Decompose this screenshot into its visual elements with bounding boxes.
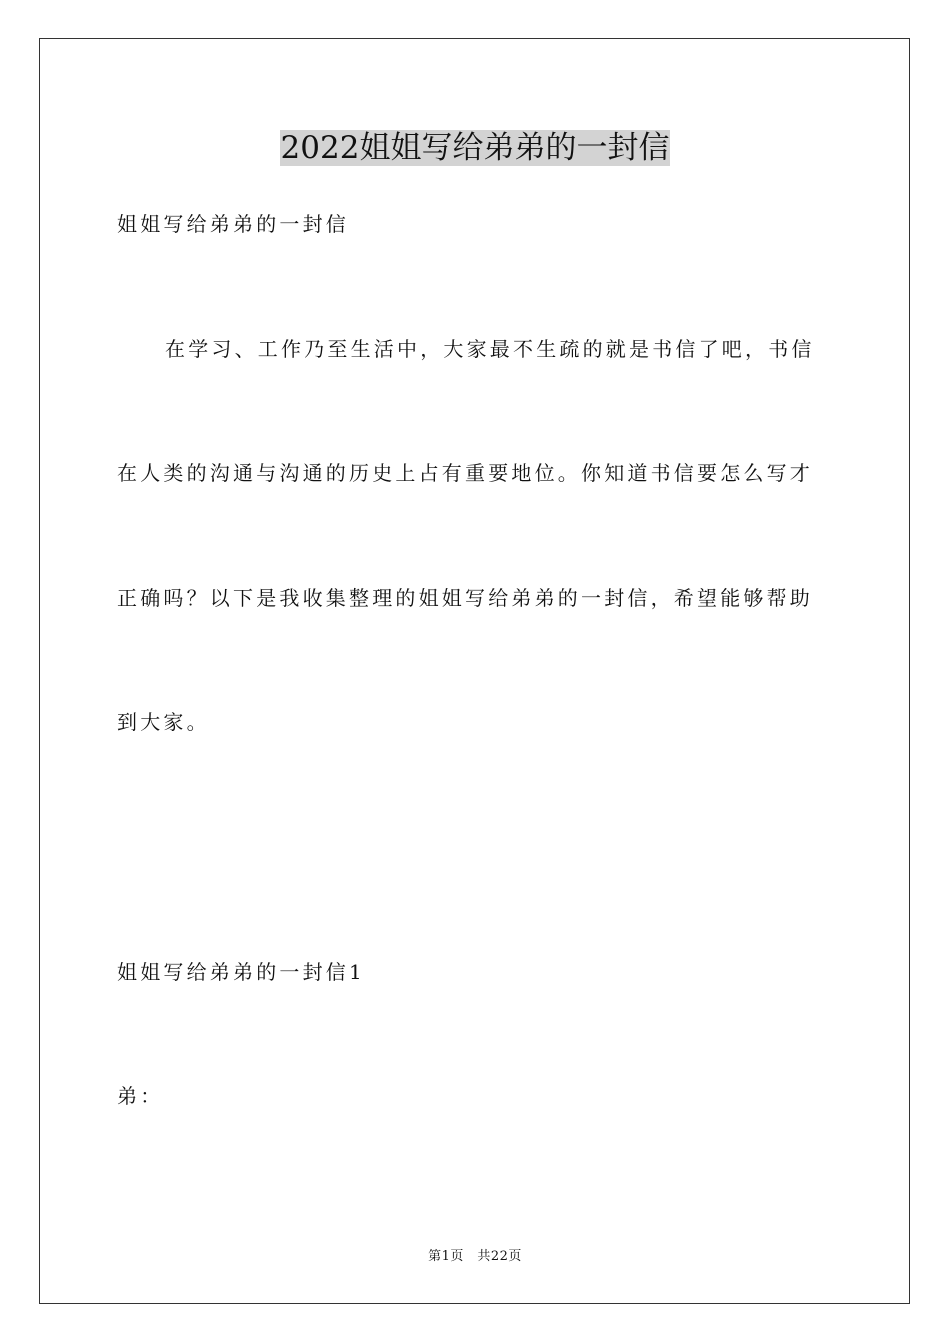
paragraph-line: 在人类的沟通与沟通的历史上占有重要地位。你知道书信要怎么写才 <box>117 461 813 485</box>
salutation-line: 弟： <box>117 1084 164 1108</box>
section-heading: 姐姐写给弟弟的一封信1 <box>117 960 365 984</box>
page-number-footer: 第1页 共22页 <box>428 1249 522 1264</box>
document-title-text: 2022姐姐写给弟弟的一封信 <box>280 130 670 166</box>
subtitle-line: 姐姐写给弟弟的一封信 <box>117 212 349 236</box>
paragraph-line: 在学习、工作乃至生活中，大家最不生疏的就是书信了吧，书信 <box>165 337 815 361</box>
paragraph-line: 正确吗？以下是我收集整理的姐姐写给弟弟的一封信，希望能够帮助 <box>117 586 813 610</box>
paragraph-line: 到大家。 <box>117 710 210 734</box>
document-title <box>0 126 950 170</box>
